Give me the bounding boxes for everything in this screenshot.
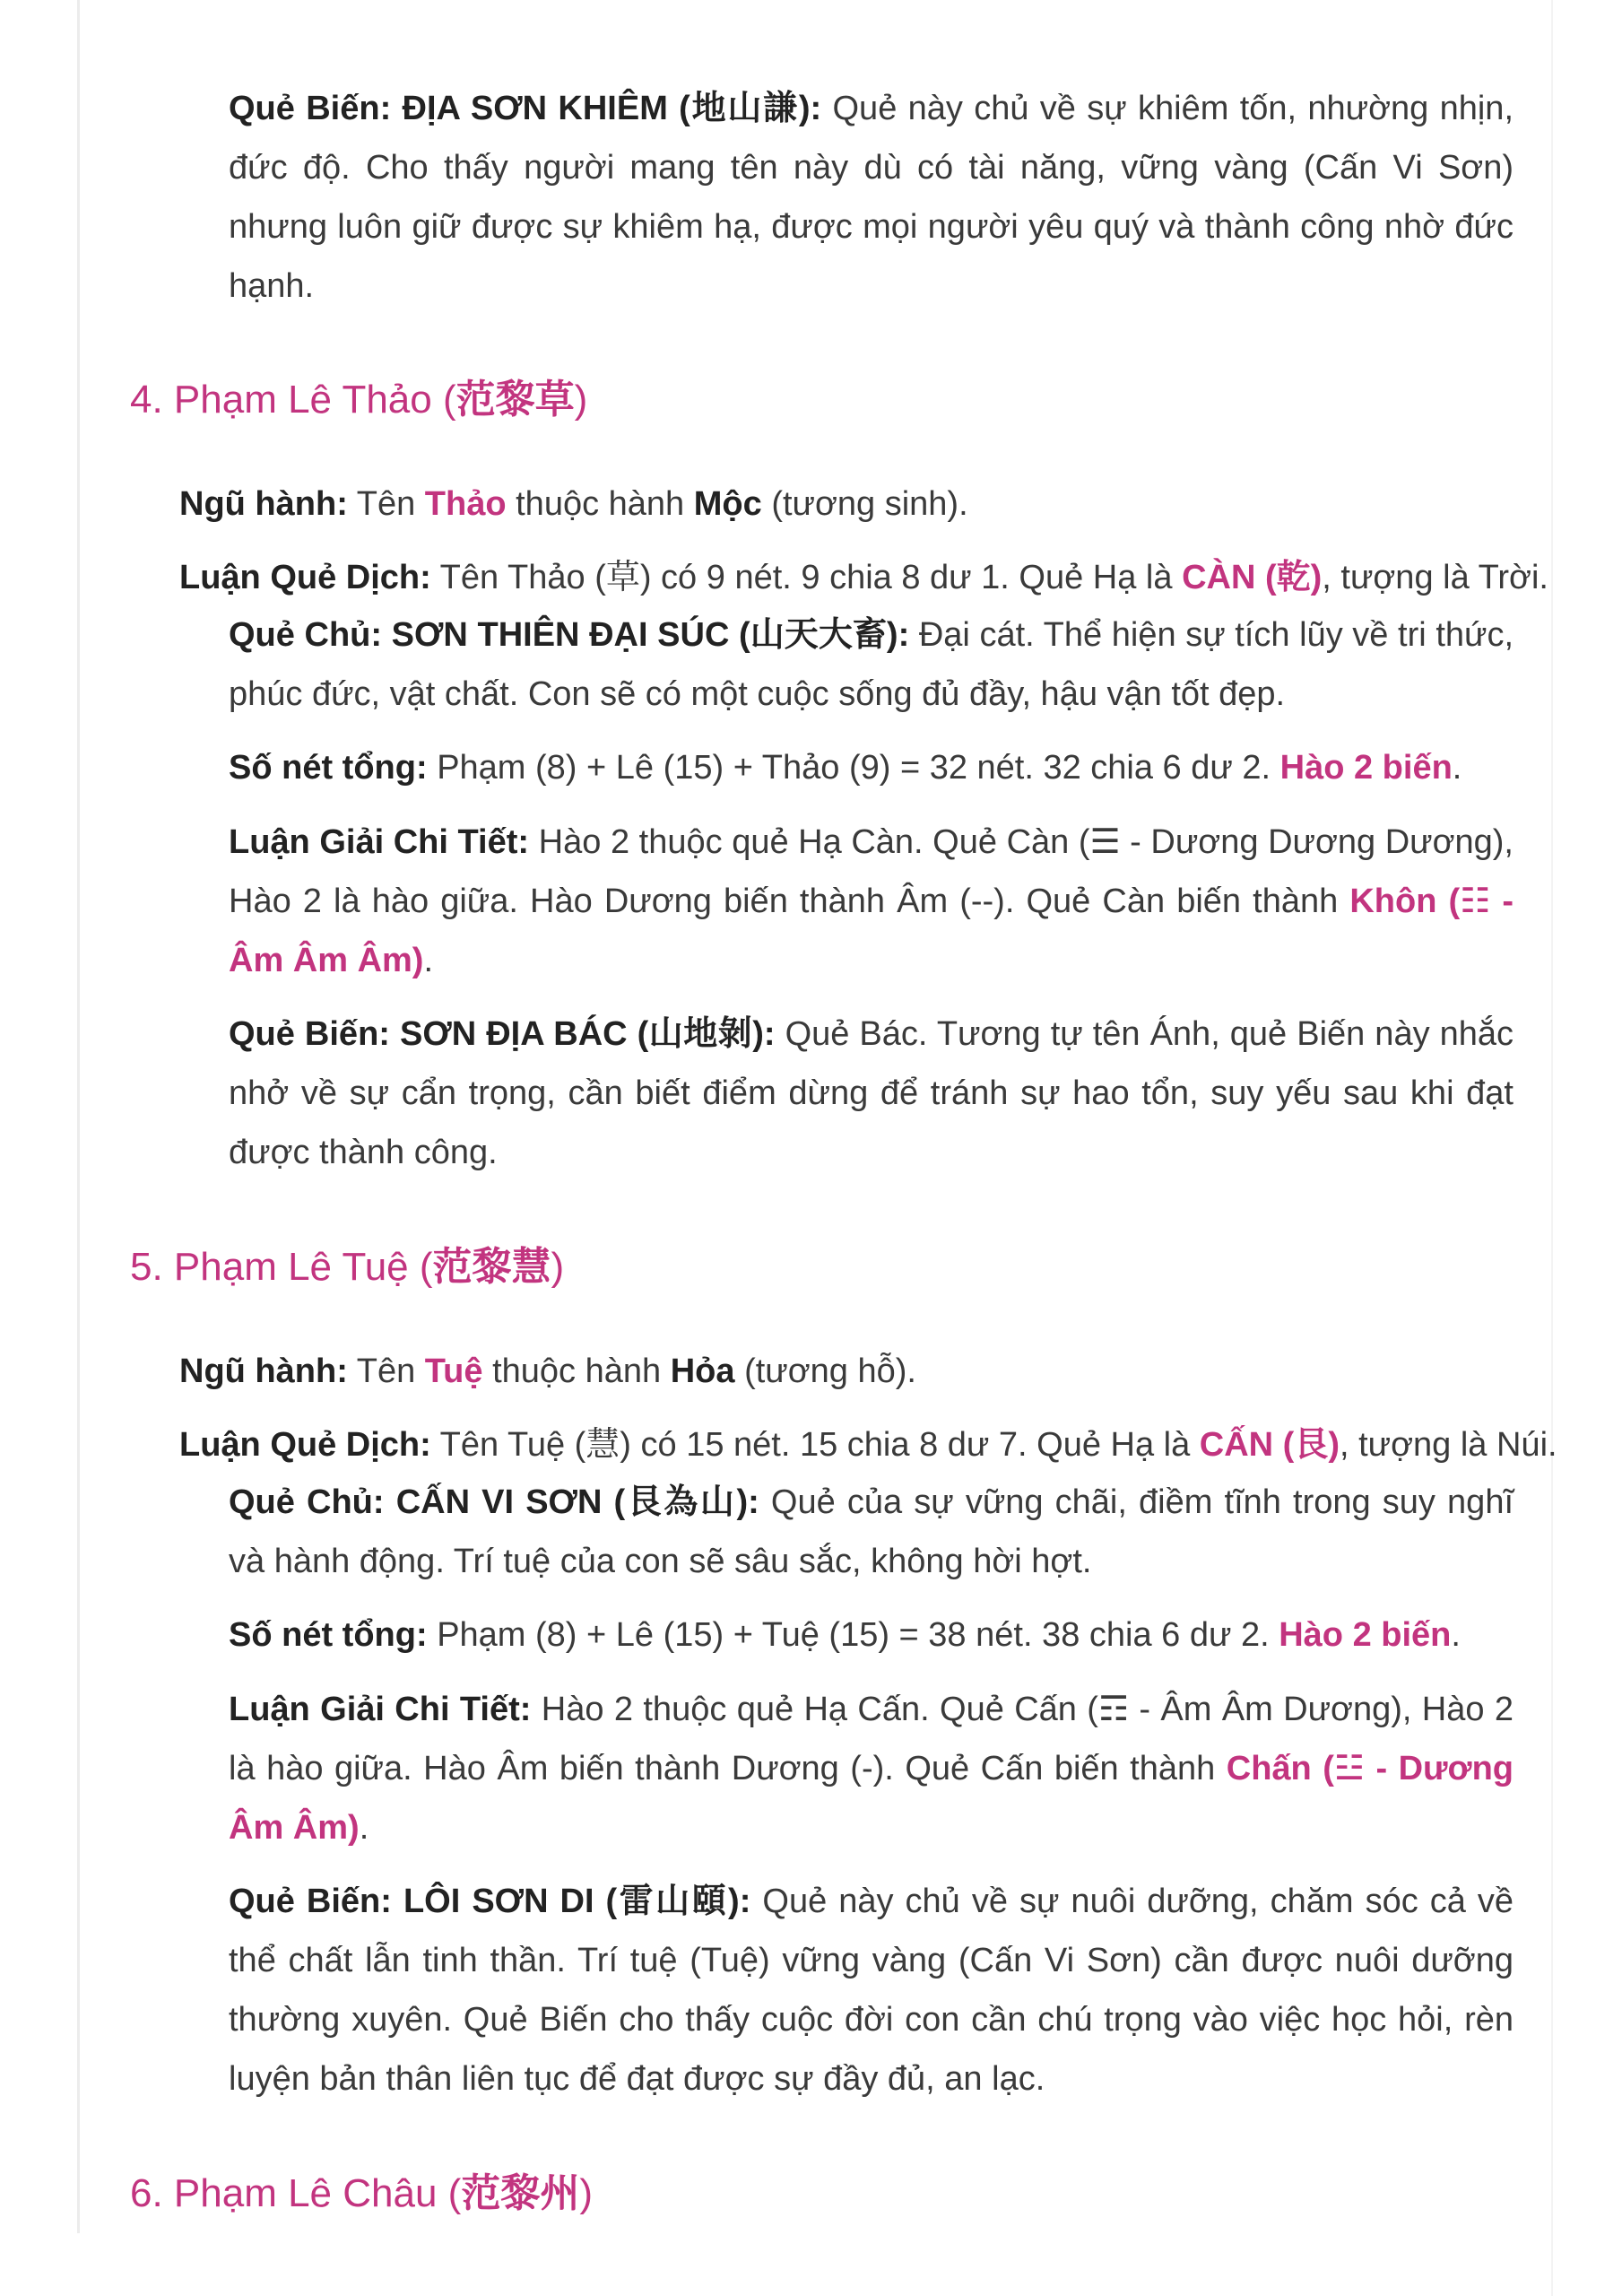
s3-que-bien-text: Quẻ này chủ về sự khiêm tốn, nhường nhịn, đức độ. Cho thấy người mang tên này dù có tài năng, vững vàng (Cấn Vi Sơn) nhưng luôn giữ được sự khiêm hạ, được mọi người yêu quý và thành công nhờ đức hạnh. bbox=[229, 90, 1514, 305]
s5-bien-label: Quẻ Biến: bbox=[229, 1883, 392, 1920]
s6-heading bbox=[130, 2167, 593, 2221]
s5-luan-que: CẤN (艮) bbox=[1199, 1426, 1340, 1464]
s4-luan-t2: , tượng là Trời. bbox=[1322, 559, 1548, 596]
s5-luan-label: Luận Quẻ Dịch: bbox=[179, 1426, 431, 1464]
s4-chu-label: Quẻ Chủ: bbox=[229, 616, 383, 654]
s5-ngu-t2: thuộc hành bbox=[492, 1352, 662, 1390]
s5-so-text: Phạm (8) + Lê (15) + Tuệ (15) = 38 nét. 38 chia 6 dư 2. bbox=[437, 1616, 1270, 1654]
s4-heading-prefix: 4. Phạm Lê Thảo ( bbox=[130, 378, 456, 422]
s4-ngu-t2: thuộc hành bbox=[516, 485, 685, 523]
s4-heading-suffix: ) bbox=[574, 378, 588, 422]
s6-heading-cn: 范黎州 bbox=[461, 2171, 580, 2215]
s5-bien-text: Quẻ này chủ về sự nuôi dưỡng, chăm sóc cả về thể chất lẫn tinh thần. Trí tuệ (Tuệ) vững vàng (Cấn Vi Sơn) cần được nuôi dưỡng thường xuyên. Quẻ Biến cho thấy cuộc đời con cần chú trọng vào việc học hỏi, rèn luyện bản thân liên tục để đạt được sự đầy đủ, an lạc. bbox=[229, 1883, 1514, 2098]
s5-giai-label: Luận Giải Chi Tiết: bbox=[229, 1691, 532, 1728]
s5-heading-suffix: ) bbox=[551, 1245, 565, 1289]
s4-heading-cn: 范黎草 bbox=[455, 378, 575, 422]
s5-bien-name: LÔI SƠN DI (雷山頤): bbox=[403, 1883, 751, 1920]
s5-luan-t2: , tượng là Núi. bbox=[1340, 1426, 1557, 1464]
left-rule bbox=[77, 0, 80, 2233]
s4-bien-name: SƠN ĐỊA BÁC (山地剝): bbox=[399, 1015, 776, 1053]
s5-chu-text: Quẻ của sự vững chãi, điềm tĩnh trong suy nghĩ và hành động. Trí tuệ của con sẽ sâu sắc, không hời hợt. bbox=[229, 1483, 1514, 1580]
s4-chu-text: Đại cát. Thể hiện sự tích lũy về tri thức, phúc đức, vật chất. Con sẽ có một cuộc sống đủ đầy, hậu vận tốt đẹp. bbox=[229, 616, 1514, 713]
s4-so-text: Phạm (8) + Lê (15) + Thảo (9) = 32 nét. 32 chia 6 dư 2. bbox=[437, 749, 1271, 787]
s4-que-chu bbox=[229, 605, 1514, 724]
s5-so-net-tong bbox=[229, 1605, 1514, 1665]
s5-giai-text: Hào 2 thuộc quẻ Hạ Cấn. Quẻ Cấn (☶ - Âm Âm Dương), Hào 2 là hào giữa. Hào Âm biến thành Dương (-). Quẻ Cấn biến thành bbox=[229, 1691, 1514, 1787]
s4-giai-label: Luận Giải Chi Tiết: bbox=[229, 823, 530, 861]
s3-que-bien-name: ĐỊA SƠN KHIÊM (地山謙): bbox=[402, 90, 822, 127]
s5-giai-end: . bbox=[359, 1809, 369, 1847]
s4-que-bien bbox=[229, 1004, 1514, 1182]
s5-heading bbox=[130, 1240, 564, 1294]
s4-bien-label: Quẻ Biến: bbox=[229, 1015, 390, 1053]
s5-so-hao: Hào 2 biến bbox=[1279, 1616, 1452, 1654]
s4-luan-que: CÀN (乾) bbox=[1182, 559, 1323, 596]
s5-so-label: Số nét tổng: bbox=[229, 1616, 428, 1654]
s4-ngu-t1: Tên bbox=[356, 485, 416, 523]
s4-heading bbox=[130, 373, 587, 427]
s4-bien-text: Quẻ Bác. Tương tự tên Ánh, quẻ Biến này nhắc nhở về sự cẩn trọng, cần biết điểm dừng để tránh sự hao tổn, suy yếu sau khi đạt được thành công. bbox=[229, 1015, 1514, 1171]
s5-heading-cn: 范黎慧 bbox=[432, 1245, 551, 1289]
s5-giai-que: Chấn (☳ - Dương Âm Âm) bbox=[229, 1750, 1514, 1847]
s4-giai-text: Hào 2 thuộc quẻ Hạ Càn. Quẻ Càn (☰ - Dương Dương Dương), Hào 2 là hào giữa. Hào Dương biến thành Âm (--). Quẻ Càn biến thành bbox=[229, 823, 1514, 920]
s5-ngu-t3: (tương hỗ). bbox=[744, 1352, 916, 1390]
s5-ngu-t1: Tên bbox=[356, 1352, 416, 1390]
s5-que-chu bbox=[229, 1473, 1514, 1591]
s4-so-hao: Hào 2 biến bbox=[1279, 749, 1453, 787]
s4-luan-que-dich bbox=[179, 548, 1548, 607]
s5-que-bien bbox=[229, 1872, 1514, 2109]
s5-chu-name: CẤN VI SƠN (艮為山): bbox=[395, 1483, 759, 1521]
s5-ngu-label: Ngũ hành: bbox=[179, 1352, 348, 1390]
s4-giai-que: Khôn (☷ - Âm Âm Âm) bbox=[229, 883, 1514, 979]
s4-ngu-t3: (tương sinh). bbox=[771, 485, 968, 523]
s4-chu-name: SƠN THIÊN ĐẠI SÚC (山天大畜): bbox=[391, 616, 910, 654]
s4-luan-label: Luận Quẻ Dịch: bbox=[179, 559, 431, 596]
s6-heading-suffix: ) bbox=[579, 2171, 593, 2215]
s3-que-bien bbox=[229, 79, 1514, 316]
s5-ngu-element: Hỏa bbox=[670, 1352, 735, 1390]
s4-ngu-hanh bbox=[179, 474, 1514, 534]
s4-ngu-element: Mộc bbox=[693, 485, 762, 523]
right-rule bbox=[1551, 0, 1553, 2296]
s5-ngu-hanh bbox=[179, 1342, 1514, 1401]
s5-so-end: . bbox=[1451, 1616, 1461, 1654]
s5-luan-que-dich bbox=[179, 1415, 1557, 1474]
s4-luan-t1: Tên Thảo (草) có 9 nét. 9 chia 8 dư 1. Quẻ Hạ là bbox=[439, 559, 1173, 596]
s4-so-net-tong bbox=[229, 738, 1514, 797]
s4-so-label: Số nét tổng: bbox=[229, 749, 428, 787]
s3-que-bien-label: Quẻ Biến: bbox=[229, 90, 392, 127]
s5-luan-t1: Tên Tuệ (慧) có 15 nét. 15 chia 8 dư 7. Quẻ Hạ là bbox=[439, 1426, 1191, 1464]
s4-ngu-label: Ngũ hành: bbox=[179, 485, 348, 523]
s5-heading-prefix: 5. Phạm Lê Tuệ ( bbox=[130, 1245, 433, 1289]
s4-ngu-name: Thảo bbox=[424, 485, 507, 523]
s6-heading-prefix: 6. Phạm Lê Châu ( bbox=[130, 2171, 462, 2215]
s4-so-end: . bbox=[1452, 749, 1462, 787]
s5-chu-label: Quẻ Chủ: bbox=[229, 1483, 385, 1521]
s5-luan-giai bbox=[229, 1680, 1514, 1857]
s4-giai-end: . bbox=[423, 942, 434, 979]
s4-luan-giai bbox=[229, 813, 1514, 990]
s5-ngu-name: Tuệ bbox=[424, 1352, 483, 1390]
